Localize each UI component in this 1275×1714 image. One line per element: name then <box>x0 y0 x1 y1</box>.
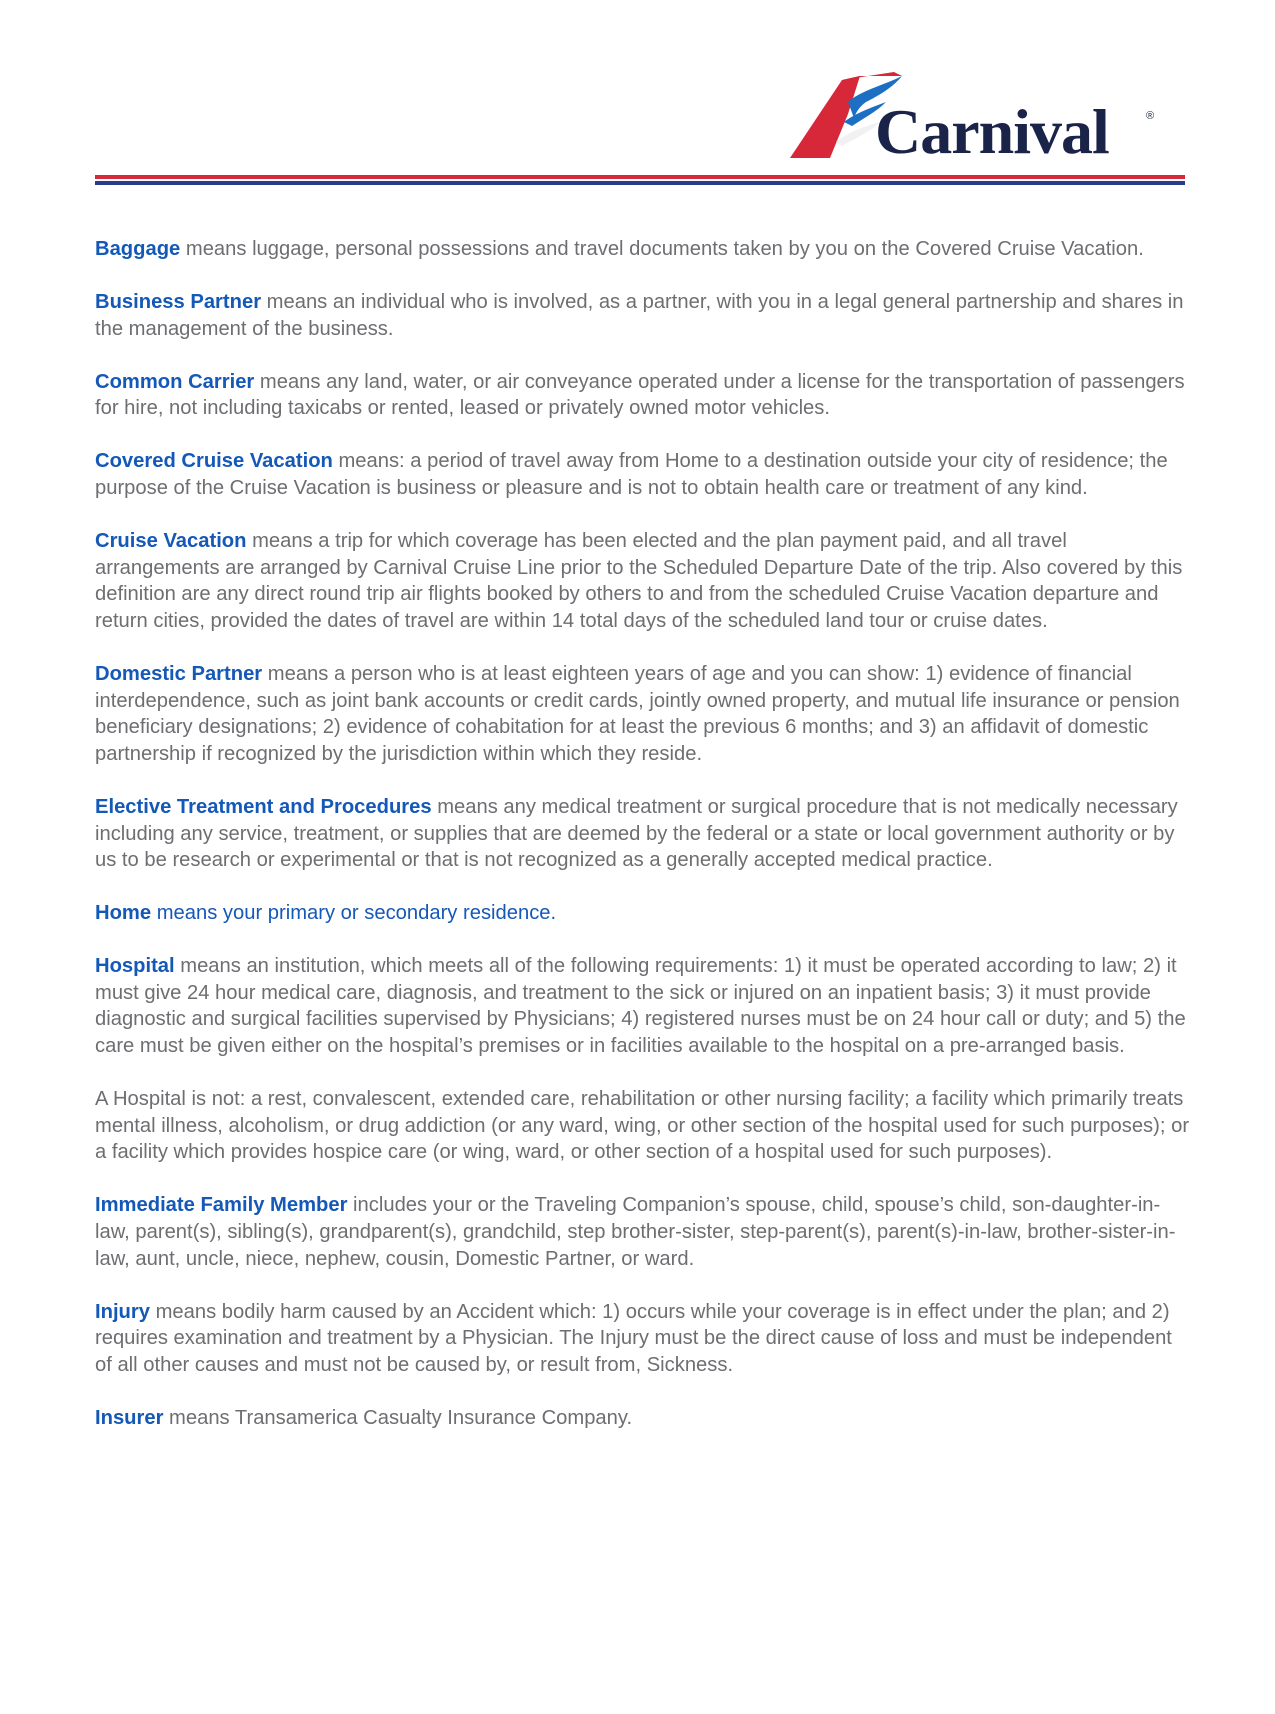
definition-term: Covered Cruise Vacation <box>95 450 333 473</box>
definition-common-carrier <box>95 369 1190 422</box>
definitions-list <box>95 236 1190 1458</box>
definition-text: means any medical treatment or surgical procedure that is not medically necessary including any service, treatment, or supplies that are deemed by the federal or a state or local government authority or by us to be research or experimental or that is not recognized as a generally accepted medical practice. <box>95 795 1178 872</box>
definition-term: Elective Treatment and Procedures <box>95 795 432 818</box>
definition-text: means luggage, personal possessions and travel documents taken by you on the Covered Cruise Vacation. <box>180 238 1144 260</box>
definition-text: means a person who is at least eighteen years of age and you can show: 1) evidence of financial interdependence, such as joint bank accounts or credit cards, jointly owned property, and mutual life insurance or pension beneficiary designations; 2) evidence of cohabitation for at least the previous 6 months; and 3) an affidavit of domestic partnership if recognized by the jurisdiction within which they reside. <box>95 663 1180 765</box>
registered-mark: ® <box>1146 110 1155 122</box>
definition-text: means your primary or secondary residence. <box>151 902 557 925</box>
definition-elective-treatment <box>95 794 1190 874</box>
definition-immediate-family-member <box>95 1192 1190 1272</box>
definition-text: means Transamerica Casualty Insurance Company. <box>163 1407 633 1429</box>
definition-hospital-exclusions <box>95 1086 1190 1166</box>
definition-term: Injury <box>95 1300 150 1323</box>
definition-baggage <box>95 236 1190 263</box>
definition-injury <box>95 1299 1190 1379</box>
carnival-logo <box>790 72 1165 172</box>
definition-term: Baggage <box>95 238 181 260</box>
definition-term: Business Partner <box>95 291 262 314</box>
carnival-wordmark: Carnival <box>875 96 1109 167</box>
definition-home <box>95 900 1190 927</box>
definition-cruise-vacation <box>95 528 1190 634</box>
definition-term: Immediate Family Member <box>95 1194 348 1217</box>
definition-hospital <box>95 953 1190 1059</box>
definition-domestic-partner <box>95 661 1190 767</box>
definition-insurer <box>95 1405 1190 1432</box>
page-header <box>0 0 1275 200</box>
definition-text: means a trip for which coverage has been elected and the plan payment paid, and all travel arrangements are arranged by Carnival Cruise Line prior to the Scheduled Departure Date of the trip. Also covered by this definition are any direct round trip air flights booked by others to and from the scheduled Cruise Vacation departure and return cities, provided the dates of travel are within 14 total days of the scheduled land tour or cruise dates. <box>95 530 1183 632</box>
header-rule-red <box>95 175 1185 179</box>
definition-text: includes your or the Traveling Companion’s spouse, child, spouse’s child, son-daughter-in-law, parent(s), sibling(s), grandparent(s), grandchild, step brother-sister, step-parent(s), parent(s)-in-law, brother-sister-in-law, aunt, uncle, niece, nephew, cousin, Domestic Partner, or ward. <box>95 1194 1176 1270</box>
definition-text: means an institution, which meets all of the following requirements: 1) it must be operated according to law; 2) it must give 24 hour medical care, diagnosis, and treatment to the sick or injured on an inpatient basis; 3) it must provide diagnostic and surgical facilities supervised by Physicians; 4) registered nurses must be on 24 hour call or duty; and 5) the care must be given either on the hospital’s premises or in facilities available to the hospital on a pre-arranged basis. <box>95 955 1186 1058</box>
definition-text: means: a period of travel away from Home to a destination outside your city of residence; the purpose of the Cruise Vacation is business or pleasure and is not to obtain health care or treatment of any kind. <box>95 450 1168 500</box>
header-rule-blue <box>95 181 1185 185</box>
definition-term: Cruise Vacation <box>95 530 247 553</box>
definition-term: Common Carrier <box>95 370 255 393</box>
definition-term: Home <box>95 902 152 925</box>
definition-term: Hospital <box>95 955 175 978</box>
definition-term: Insurer <box>95 1407 164 1429</box>
definition-text: means an individual who is involved, as a partner, with you in a legal general partnership and shares in the management of the business. <box>95 291 1184 340</box>
definition-text: A Hospital is not: a rest, convalescent, extended care, rehabilitation or other nursing facility; a facility which primarily treats mental illness, alcoholism, or drug addiction (or any ward, wing, or other section of the hospital used for such purposes); or a facility which provides hospice care (or wing, ward, or other section of a hospital used for such purposes). <box>95 1088 1190 1164</box>
definition-covered-cruise-vacation <box>95 448 1190 501</box>
definition-text: means any land, water, or air conveyance operated under a license for the transportation of passengers for hire, not including taxicabs or rented, leased or privately owned motor vehicles. <box>95 370 1185 420</box>
definition-business-partner <box>95 289 1190 342</box>
definition-text: means bodily harm caused by an Accident which: 1) occurs while your coverage is in effect under the plan; and 2) requires examination and treatment by a Physician. The Injury must be the direct cause of loss and must be independent of all other causes and must not be caused by, or result from, Sickness. <box>95 1300 1172 1376</box>
definition-term: Domestic Partner <box>95 663 263 686</box>
